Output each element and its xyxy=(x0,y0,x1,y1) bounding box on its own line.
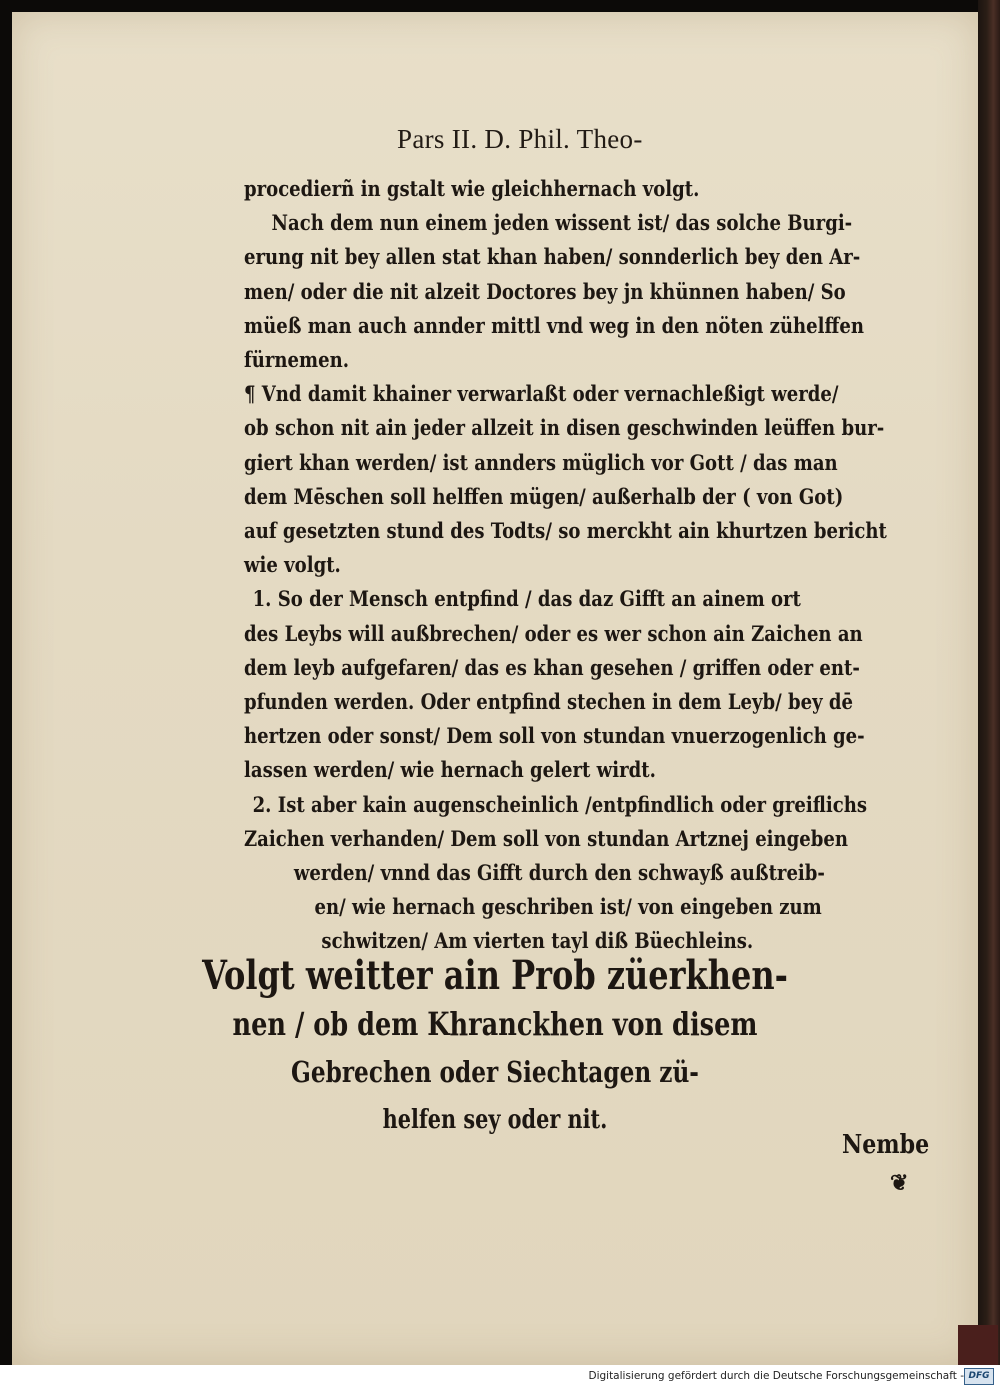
heading-line: Gebrechen oder Siechtagen zü- xyxy=(291,1055,699,1089)
body-line: lassen werden/ wie hernach gelert wirdt. xyxy=(244,757,656,783)
body-line: dem leyb aufgefaren/ das es khan gesehen / griffen oder ent- xyxy=(244,654,860,680)
paper-page xyxy=(12,12,978,1365)
heading-line: Volgt weitter ain Prob züerkhen- xyxy=(202,952,788,999)
body-line: erung nit bey allen stat khan haben/ sonnderlich bey den Ar- xyxy=(244,244,861,270)
body-line: men/ oder die nit alzeit Doctores bey jn khünnen haben/ So xyxy=(244,278,846,304)
body-line: wie volgt. xyxy=(244,552,341,578)
body-line: auf gesetzten stund des Todts/ so merckht ain khurtzen bericht xyxy=(244,518,887,544)
body-line: fürnemen. xyxy=(244,347,350,373)
section-heading xyxy=(12,952,978,1144)
signature-mark: ❦ xyxy=(890,1170,909,1196)
body-line: Zaichen verhanden/ Dem soll von stundan Artznej eingeben xyxy=(244,825,849,851)
body-line: müeß man auch annder mittl vnd weg in den nöten zühelffen xyxy=(244,312,864,338)
running-head: Pars II. D. Phil. Theo- xyxy=(397,124,643,154)
body-line: giert khan werden/ ist annders müglich vor Gott / das man xyxy=(244,449,838,475)
book-spine-edge xyxy=(978,0,1000,1365)
dfg-logo-icon: DFG xyxy=(964,1368,994,1385)
body-line: 2. Ist aber kain augenscheinlich /entpfindlich oder greiflichs xyxy=(252,791,868,817)
spine-red-corner xyxy=(958,1325,998,1365)
catchword: Nembe xyxy=(842,1130,930,1160)
body-line: werden/ vnnd das Gifft durch den schwayß außtreib- xyxy=(293,860,825,886)
body-line: 1. So der Mensch entpfind / das daz Gifft an ainem ort xyxy=(252,586,801,612)
heading-line: nen / ob dem Khranckhen von disem xyxy=(232,1005,758,1043)
body-line: hertzen oder sonst/ Dem soll von stundan vnuerzogenlich ge- xyxy=(244,723,865,749)
body-line: en/ wie hernach geschriben ist/ von eingeben zum xyxy=(314,894,822,920)
body-line: ¶ Vnd damit khainer verwarlaßt oder vernachleßigt werde/ xyxy=(244,381,839,407)
body-line: schwitzen/ Am vierten tayl diß Büechleins. xyxy=(321,928,754,954)
funding-credit: Digitalisierung gefördert durch die Deutsche Forschungsgemeinschaft - xyxy=(588,1370,964,1382)
body-text xyxy=(244,172,887,959)
body-line: procedierñ in gstalt wie gleichhernach volgt. xyxy=(244,176,700,201)
heading-line: helfen sey oder nit. xyxy=(382,1105,608,1135)
body-line: pfunden werden. Oder entpfind stechen in dem Leyb/ bey dē xyxy=(244,689,854,715)
body-line: des Leybs will außbrechen/ oder es wer schon ain Zaichen an xyxy=(244,620,863,646)
body-line: ob schon nit ain jeder allzeit in disen geschwinden leüffen bur- xyxy=(244,415,885,441)
body-line: dem Mēschen soll helffen mügen/ außerhalb der ( von Got) xyxy=(244,483,844,509)
body-line: Nach dem nun einem jeden wissent ist/ das solche Burgi- xyxy=(271,210,853,236)
